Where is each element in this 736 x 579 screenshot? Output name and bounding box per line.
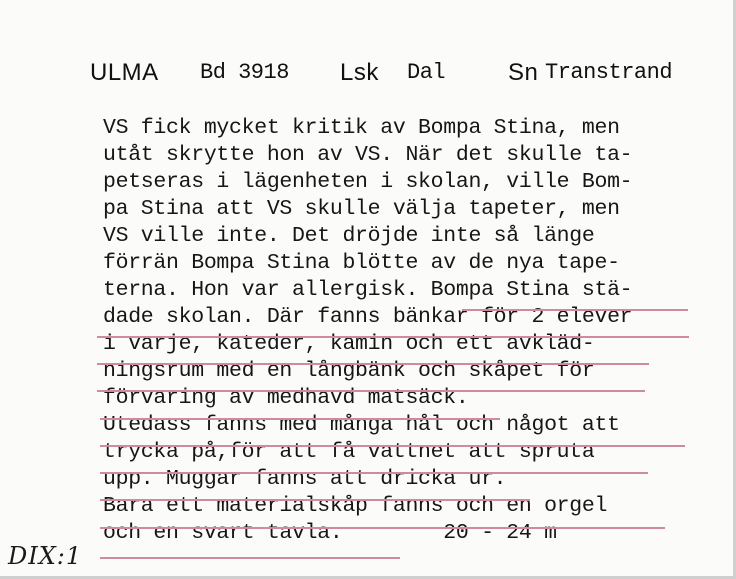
underline-mark [100,445,685,447]
lsk-label: Lsk [340,59,379,86]
text-line: i varje, kateder, kamin och ett avkläd- [103,332,595,356]
text-line: förvaring av medhavd matsäck. [103,386,469,410]
underline-mark [97,336,689,338]
text-line: trycka på,för att få vattnet att spruta [103,440,595,464]
volume-number: Bd 3918 [200,60,289,85]
text-line: VS ville inte. Det dröjde inte så länge [103,224,595,248]
underline-mark [97,390,645,392]
text-line: terna. Hon var allergisk. Bompa Stina stä- [103,278,633,302]
underline-mark [100,472,648,474]
text-line: upp. Muggar fanns att dricka ur. [103,467,507,491]
underline-mark [100,527,665,529]
lsk-value: Dal [407,60,446,85]
text-line: Utedass fanns med många hål och något att [103,413,620,437]
sn-label: Sn [508,59,539,86]
underline-mark [100,557,400,559]
text-line: VS fick mycket kritik av Bompa Stina, men [103,116,620,140]
text-line: förrän Bompa Stina blötte av de nya tape- [103,251,620,275]
sn-value: Transtrand [545,60,673,85]
card-body-text [103,115,703,547]
text-line: utåt skrytte hon av VS. När det skulle ta- [103,143,633,167]
underline-mark [100,418,500,420]
text-line: dade skolan. Där fanns bänkar för 2 elever [103,305,633,329]
text-line: petseras i lägenheten i skolan, ville Bom- [103,170,633,194]
text-line: och en svart tavla. 20 - 24 m [103,521,557,545]
text-line: ningsrum med en långbänk och skåpet för [103,359,595,383]
archive-name: ULMA [90,59,159,86]
underline-mark [100,499,530,501]
underline-mark [462,309,688,311]
text-line: pa Stina att VS skulle välja tapeter, men [103,197,620,221]
underline-mark [97,363,649,365]
handwritten-signature: DIX:1 [8,542,83,570]
text-line: Bara ett materialskåp fanns och en orgel [103,494,608,518]
